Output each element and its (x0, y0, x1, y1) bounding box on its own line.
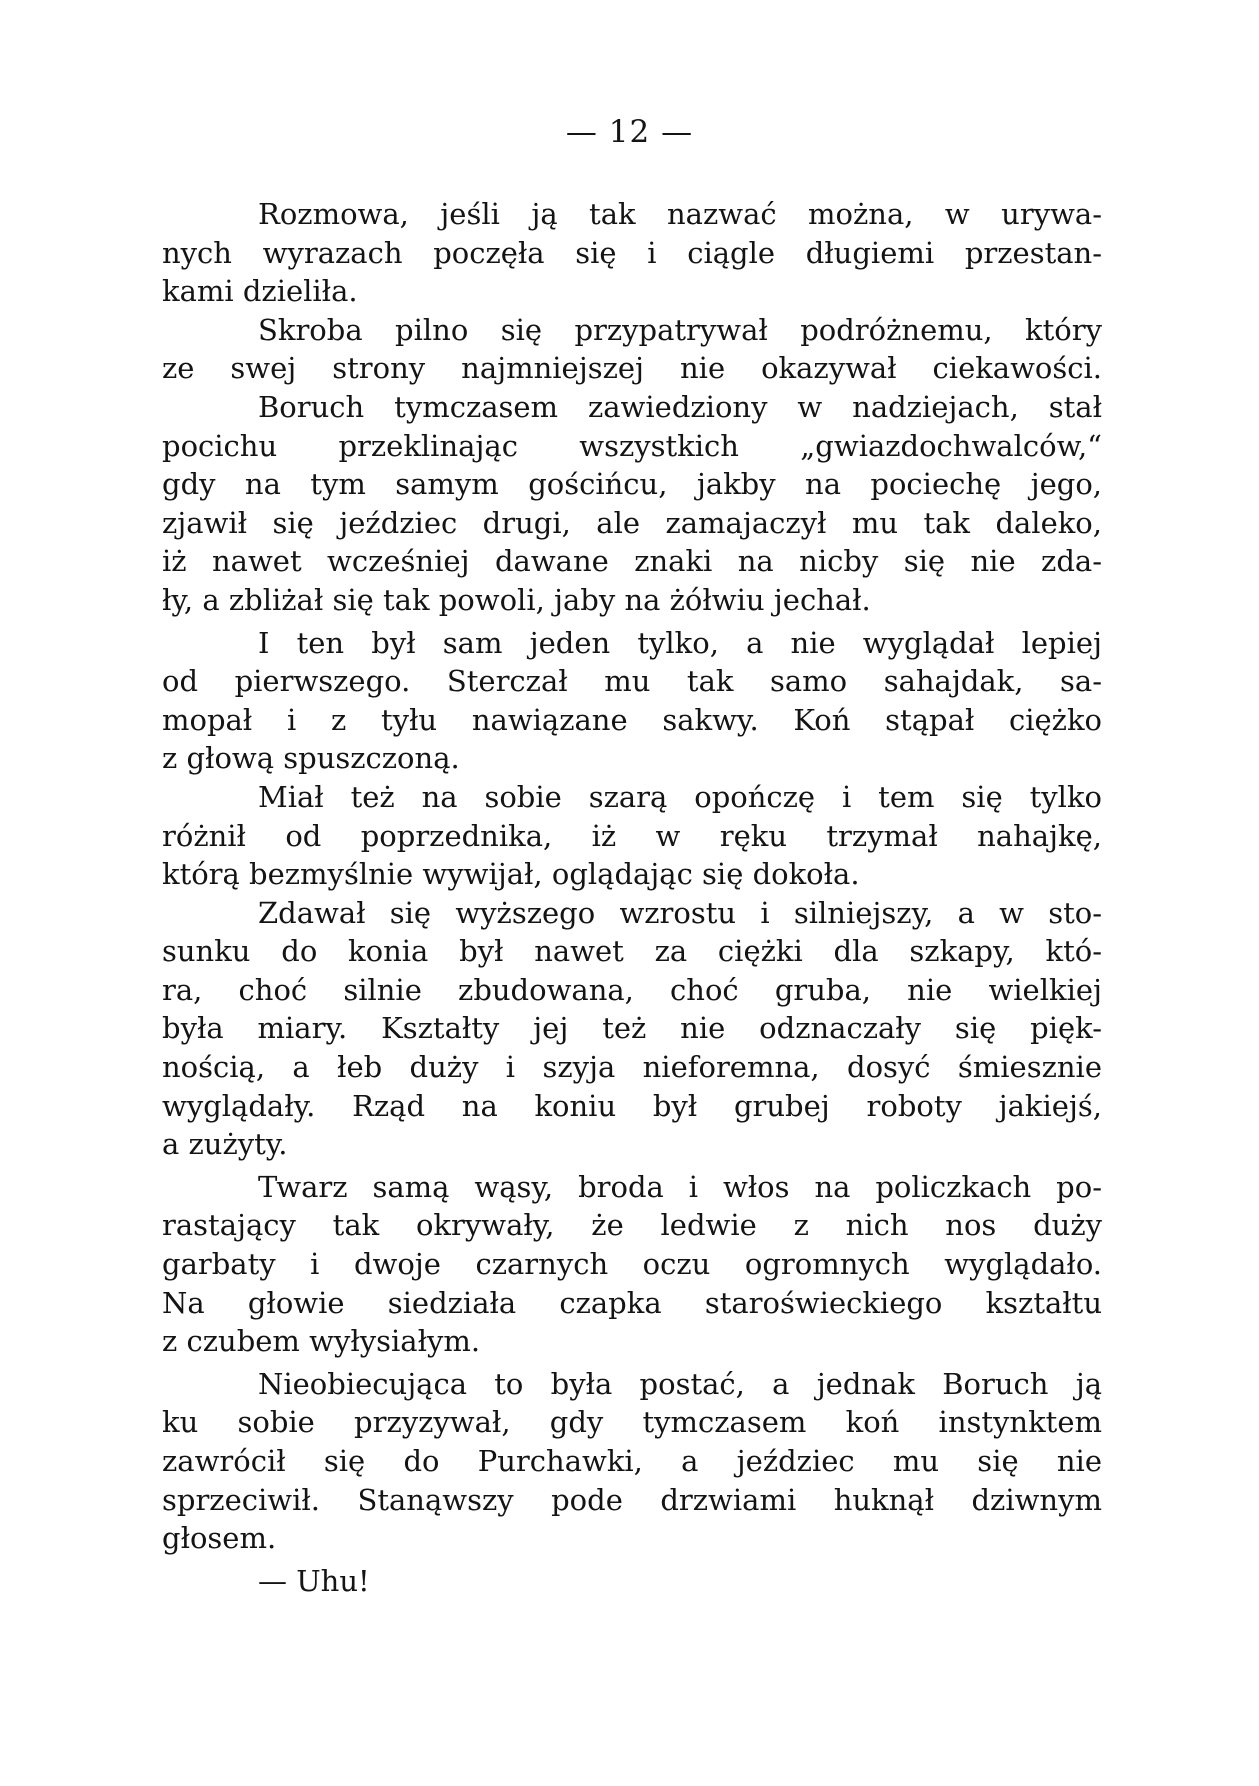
text-line: nością, a łeb duży i szyja nieforemna, dosyć śmiesznie (162, 1050, 1102, 1085)
text-line: wyglądały. Rząd na koniu był grubej roboty jakiejś, (162, 1088, 1102, 1123)
text-line: ra, choć silnie zbudowana, choć gruba, nie wielkiej (162, 972, 1102, 1007)
text-line: kami dzieliła. (162, 274, 358, 309)
text-line: a zużyty. (162, 1127, 288, 1162)
text-line: pocichu przeklinając wszystkich „gwiazdochwalców,“ (162, 428, 1102, 463)
text-line: głosem. (162, 1521, 277, 1556)
paragraph (162, 1365, 1102, 1558)
text-line: Twarz samą wąsy, broda i włos na policzkach po- (258, 1169, 1102, 1204)
paragraph (162, 195, 1102, 311)
text-line: sprzeciwił. Stanąwszy pode drzwiami huknął dziwnym (162, 1482, 1102, 1517)
text-line: gdy na tym samym gościńcu, jakby na pociechę jego, (162, 467, 1102, 502)
text-line: rastający tak okrywały, że ledwie z nich nos duży (162, 1208, 1102, 1243)
text-line: garbaty i dwoje czarnych oczu ogromnych wyglądało. (162, 1247, 1102, 1282)
text-line: którą bezmyślnie wywijał, oglądając się dokoła. (162, 857, 860, 892)
dialogue-line: — Uhu! (258, 1563, 370, 1598)
paragraph (162, 311, 1102, 388)
text-line: od pierwszego. Sterczał mu tak samo sahajdak, sa- (162, 664, 1102, 699)
dialogue-paragraph (162, 1562, 1102, 1601)
text-line: Nieobiecująca to była postać, a jednak Boruch ją (258, 1366, 1102, 1401)
text-line: Na głowie siedziała czapka staroświeckiego kształtu (162, 1285, 1102, 1320)
text-line: zawrócił się do Purchawki, a jeździec mu się nie (162, 1444, 1102, 1478)
text-line: nych wyrazach poczęła się i ciągle długiemi przestan- (162, 235, 1102, 270)
body-text (162, 195, 1102, 1600)
text-line: Skroba pilno się przypatrywał podróżnemu, który (258, 312, 1102, 347)
text-line: mopał i z tyłu nawiązane sakwy. Koń stąpał ciężko (162, 702, 1102, 737)
text-line: Miał też na sobie szarą opończę i tem się tylko (258, 779, 1102, 814)
text-line: sunku do konia był nawet za ciężki dla szkapy, któ- (162, 934, 1102, 969)
paragraph (162, 1168, 1102, 1361)
text-line: z głową spuszczoną. (162, 741, 460, 776)
paragraph (162, 894, 1102, 1164)
text-line: różnił od poprzednika, iż w ręku trzymał nahajkę, (162, 818, 1102, 853)
paragraph (162, 624, 1102, 778)
paragraph (162, 388, 1102, 620)
text-line: iż nawet wcześniej dawane znaki na nicby się nie zda- (162, 544, 1102, 579)
text-line: zjawił się jeździec drugi, ale zamajaczył mu tak daleko, (162, 505, 1102, 540)
text-line: ze swej strony najmniejszej nie okazywał ciekawości. (162, 351, 1102, 386)
text-line: Zdawał się wyższego wzrostu i silniejszy, a w sto- (258, 895, 1102, 930)
text-line: Boruch tymczasem zawiedziony w nadziejach, stał (258, 389, 1102, 424)
text-line: z czubem wyłysiałym. (162, 1324, 481, 1359)
text-line: ły, a zbliżał się tak powoli, jaby na żółwiu jechał. (162, 582, 871, 617)
page-number: — 12 — (565, 114, 694, 150)
paragraph (162, 778, 1102, 894)
text-line: ku sobie przyzywał, gdy tymczasem koń instynktem (162, 1405, 1102, 1440)
text-line: była miary. Kształty jej też nie odznaczały się pięk- (162, 1011, 1102, 1046)
text-line: I ten był sam jeden tylko, a nie wyglądał lepiej (258, 625, 1102, 660)
text-line: Rozmowa, jeśli ją tak nazwać można, w urywa- (258, 197, 1102, 231)
